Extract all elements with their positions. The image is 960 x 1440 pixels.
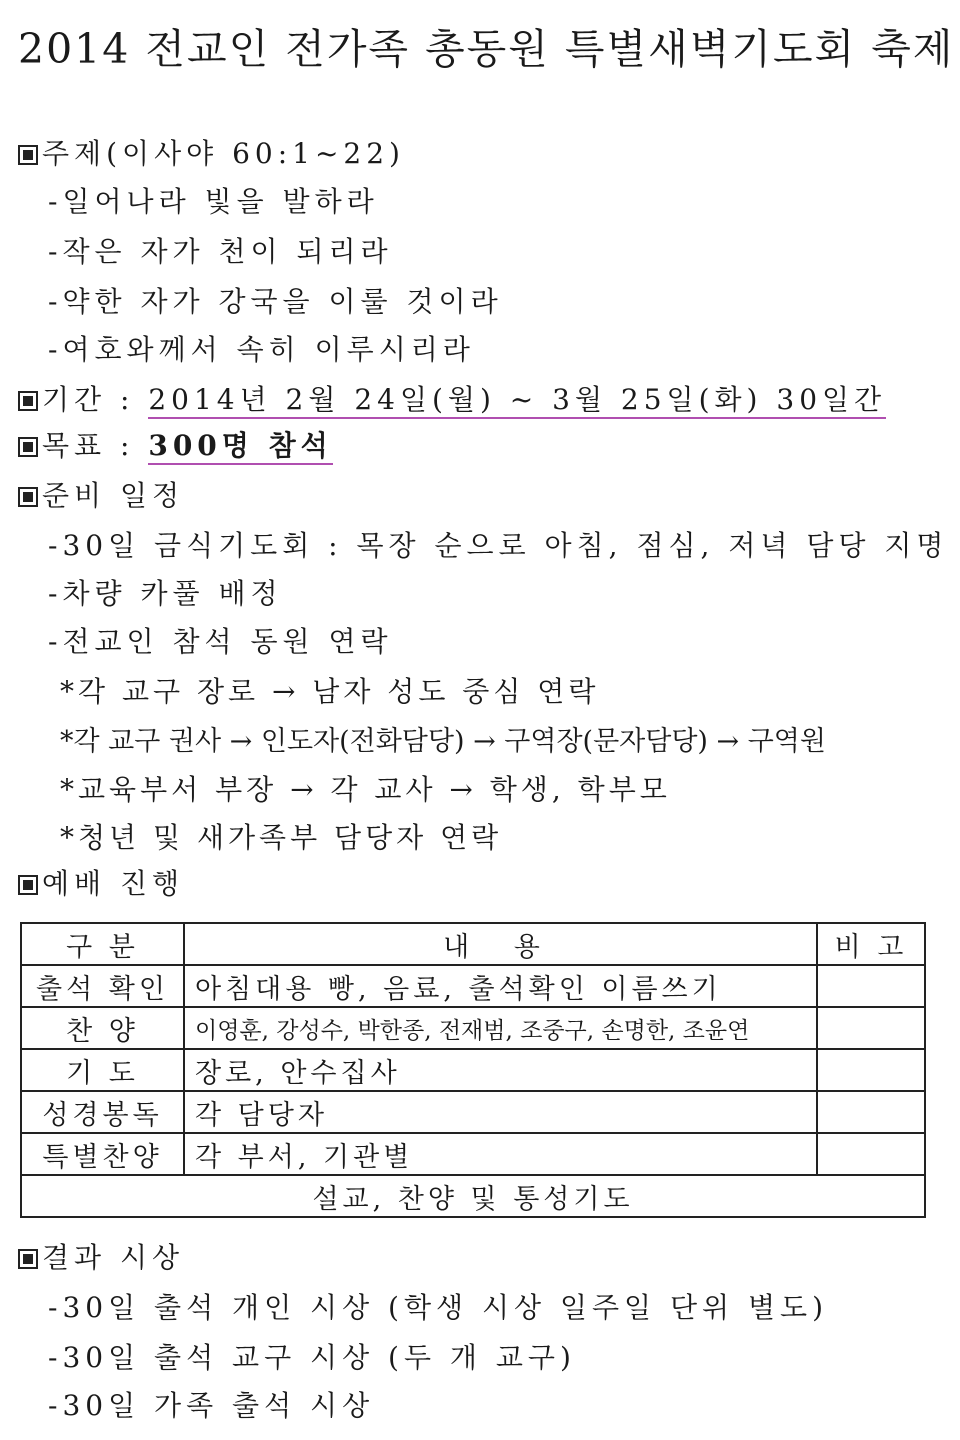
table-header-cell: 내 용 (184, 923, 817, 965)
row-note (817, 1007, 925, 1049)
worship-heading: 예배 진행 (42, 867, 185, 900)
theme-item: -작은 자가 천이 되리라 (48, 235, 393, 268)
row-content: 아침대용 빵, 음료, 출석확인 이름쓰기 (184, 965, 817, 1007)
row-label: 출석 확인 (21, 965, 184, 1007)
awards-item: -30일 출석 교구 시상 (두 개 교구) (48, 1341, 576, 1374)
row-label: 찬 양 (21, 1007, 184, 1049)
table-row (21, 965, 925, 1007)
prep-heading: 준비 일정 (42, 479, 185, 512)
worship-table (20, 922, 926, 1218)
checkbox-square-icon (18, 487, 38, 507)
row-note (817, 1133, 925, 1175)
prep-subitem: *각 교구 권사 → 인도자(전화담당) → 구역장(문자담당) → 구역원 (60, 726, 826, 757)
awards-section (18, 1240, 184, 1276)
period-section (18, 382, 886, 418)
table-header-cell: 구 분 (21, 923, 184, 965)
period-label: 기간 : (42, 383, 149, 416)
prep-item: -차량 카풀 배정 (48, 577, 283, 610)
row-content: 각 담당자 (184, 1091, 817, 1133)
row-content: 장로, 안수집사 (184, 1049, 817, 1091)
checkbox-square-icon (18, 391, 38, 411)
prep-section (18, 478, 184, 514)
prep-item: -전교인 참석 동원 연락 (48, 625, 393, 658)
goal-label: 목표 : (42, 429, 149, 462)
row-label: 기 도 (21, 1049, 184, 1091)
row-label: 성경봉독 (21, 1091, 184, 1133)
row-content: 이영훈, 강성수, 박한종, 전재범, 조중구, 손명한, 조윤연 (184, 1007, 817, 1049)
period-value: 2014년 2월 24일(월) ~ 3월 25일(화) 30일간 (148, 383, 886, 419)
table-row (21, 1007, 925, 1049)
theme-item: -여호와께서 속히 이루시리라 (48, 333, 475, 366)
table-header-cell: 비 고 (817, 923, 925, 965)
theme-item: -일어나라 빛을 발하라 (48, 185, 379, 218)
theme-heading: 주제(이사야 60:1~22) (42, 137, 405, 170)
goal-value: 300명 참석 (148, 429, 332, 465)
table-row (21, 1133, 925, 1175)
row-label: 특별찬양 (21, 1133, 184, 1175)
checkbox-square-icon (18, 1249, 38, 1269)
prep-subitem: *각 교구 장로 → 남자 성도 중심 연락 (60, 675, 600, 708)
table-row (21, 1049, 925, 1091)
row-note (817, 1091, 925, 1133)
document-title: 2014 전교인 전가족 총동원 특별새벽기도회 축제 (18, 25, 955, 73)
row-content: 각 부서, 기관별 (184, 1133, 817, 1175)
prep-subitem: *청년 및 새가족부 담당자 연락 (60, 821, 503, 854)
table-footer: 설교, 찬양 및 통성기도 (21, 1175, 925, 1217)
table-footer-row (21, 1175, 925, 1217)
table-header-row (21, 923, 925, 965)
checkbox-square-icon (18, 875, 38, 895)
worship-section (18, 866, 184, 902)
table-row (21, 1091, 925, 1133)
goal-section (18, 428, 333, 464)
prep-subitem: *교육부서 부장 → 각 교사 → 학생, 학부모 (60, 773, 671, 806)
row-note (817, 1049, 925, 1091)
checkbox-square-icon (18, 145, 38, 165)
checkbox-square-icon (18, 437, 38, 457)
row-note (817, 965, 925, 1007)
awards-item: -30일 출석 개인 시상 (학생 시상 일주일 단위 별도) (48, 1291, 829, 1324)
awards-heading: 결과 시상 (42, 1241, 185, 1274)
theme-item: -약한 자가 강국을 이룰 것이라 (48, 285, 503, 318)
theme-section (18, 136, 405, 172)
awards-item: -30일 가족 출석 시상 (48, 1389, 375, 1422)
prep-item: -30일 금식기도회 : 목장 순으로 아침, 점심, 저녁 담당 지명 (48, 529, 949, 562)
